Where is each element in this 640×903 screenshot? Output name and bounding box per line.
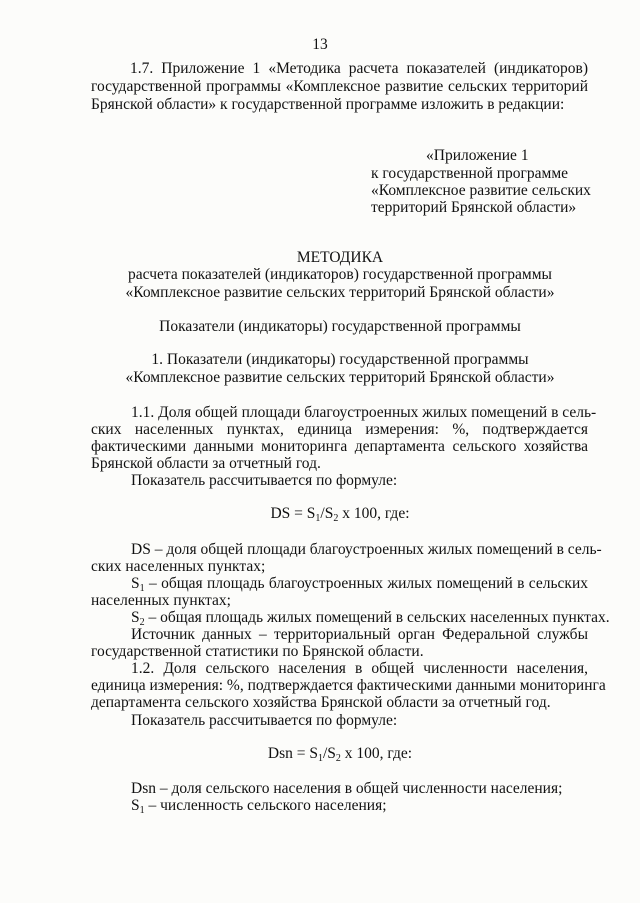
subsection-line-2: «Комплексное развитие сельских территорий Брянской области» xyxy=(125,369,555,386)
section-heading: Показатели (индикаторы) государственной программы xyxy=(159,318,521,335)
p11-line-1: 1.1. Доля общей площади благоустроенных жилых помещений в сель- xyxy=(131,404,597,421)
ds-def-line-1: DS – доля общей площади благоустроенных жилых помещений в сель- xyxy=(131,541,602,558)
s1-def-line-1: $S_1$ – общая площадь благоустроенных жилых помещений в сельских xyxy=(131,575,588,594)
formula-2: Dsn = $S_1/S_2$ х 100, где: xyxy=(267,745,413,764)
p11-formula-intro: Показатель рассчитывается по формуле: xyxy=(131,472,398,489)
s1-pop-def-line: $S_1$ – численность сельского населения; xyxy=(131,797,387,816)
formula-1: DS = $S_1/S_2$ х 100, где: xyxy=(270,505,410,524)
p12-line-1: 1.2. Доля сельского населения в общей численности населения, xyxy=(131,660,588,677)
appendix-ref-line-3: «Комплексное развитие сельских xyxy=(371,182,591,199)
appendix-ref-line-4: территорий Брянской области» xyxy=(371,199,577,216)
title-sub-2: «Комплексное развитие сельских территорий Брянской области» xyxy=(125,284,555,301)
subsection-line-1: 1. Показатели (индикаторы) государственной программы xyxy=(151,351,529,368)
source-line-2: государственной статистики по Брянской области. xyxy=(91,643,424,660)
intro-line-3: Брянской области» к государственной программе изложить в редакции: xyxy=(91,96,565,113)
dsn-def-line: Dsn – доля сельского населения в общей численности населения; xyxy=(131,780,563,797)
appendix-ref-line-1: «Приложение 1 xyxy=(426,147,529,164)
intro-line-1: 1.7. Приложение 1 «Методика расчета показателей (индикаторов) xyxy=(130,60,588,77)
page-number: 13 xyxy=(312,36,328,53)
appendix-ref-line-2: к государственной программе xyxy=(371,165,569,182)
source-line-1: Источник данных – территориальный орган Федеральной службы xyxy=(131,626,588,643)
p11-line-4: Брянской области за отчетный год. xyxy=(91,455,321,472)
s1-def-line-2: населенных пунктах; xyxy=(91,592,231,609)
title-heading: МЕТОДИКА xyxy=(296,249,384,266)
p12-line-2: единица измерения: %, подтверждается фактическими данными мониторинга xyxy=(91,677,606,694)
p11-line-3: фактическими данными мониторинга департамента сельского хозяйства xyxy=(91,438,588,455)
p12-formula-intro: Показатель рассчитывается по формуле: xyxy=(131,712,398,729)
p11-line-2: ских населенных пунктах, единица измерения: %, подтверждается xyxy=(91,421,588,438)
p12-line-3: департамента сельского хозяйства Брянской области за отчетный год. xyxy=(91,694,551,711)
title-sub-1: расчета показателей (индикаторов) государственной программы xyxy=(128,266,552,283)
s2-def-line: $S_2$ – общая площадь жилых помещений в сельских населенных пунктах. xyxy=(131,609,610,628)
intro-line-2: государственной программы «Комплексное развитие сельских территорий xyxy=(91,78,588,95)
ds-def-line-2: ских населенных пунктах; xyxy=(91,558,266,575)
